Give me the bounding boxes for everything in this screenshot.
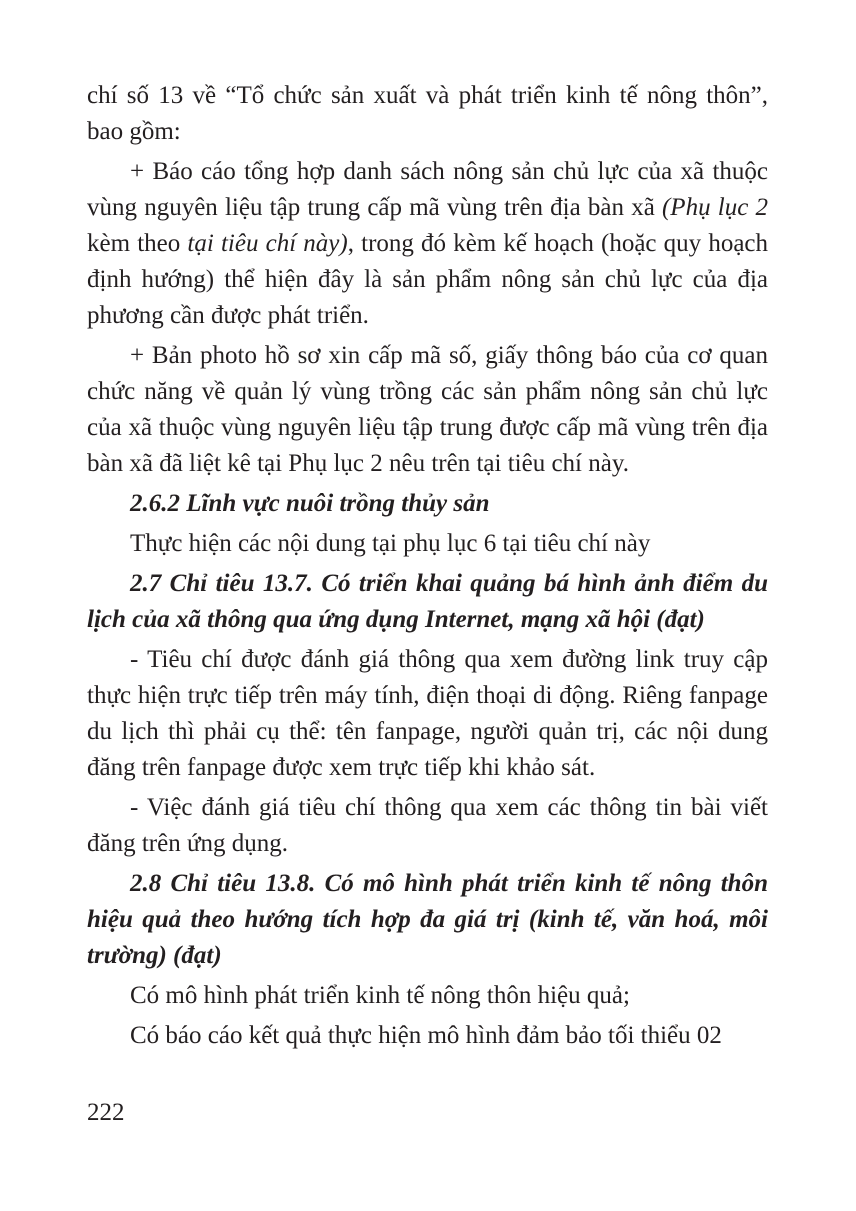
paragraph-report-list-text-b: kèm theo bbox=[87, 230, 188, 257]
heading-2-7: 2.7 Chỉ tiêu 13.7. Có triển khai quảng bá hình ảnh điểm du lịch của xã thông qua ứng dụng Internet, mạng xã hội (đạt) bbox=[87, 570, 768, 633]
heading-2-8: 2.8 Chỉ tiêu 13.8. Có mô hình phát triển kinh tế nông thôn hiệu quả theo hướng tích hợp đa giá trị (kinh tế, văn hoá, môi trường) (đạt) bbox=[87, 870, 768, 969]
paragraph-evaluation-link: - Tiêu chí được đánh giá thông qua xem đường link truy cập thực hiện trực tiếp trên máy tính, điện thoại di động. Riêng fanpage du lịch thì phải cụ thể: tên fanpage, người quản trị, các nội dung đăng trên fanpage được xem trực tiếp khi khảo sát. bbox=[87, 646, 768, 781]
criterion-reference: tại tiêu chí này) bbox=[187, 230, 348, 257]
paragraph-model-report: Có báo cáo kết quả thực hiện mô hình đảm bảo tối thiểu 02 bbox=[130, 1022, 722, 1049]
paragraph-model: Có mô hình phát triển kinh tế nông thôn hiệu quả; bbox=[130, 982, 630, 1009]
paragraph-evaluation-posts: - Việc đánh giá tiêu chí thông qua xem các thông tin bài viết đăng trên ứng dụng. bbox=[87, 794, 768, 857]
document-page bbox=[87, 78, 768, 1058]
paragraph-report-list-text-a: + Báo cáo tổng hợp danh sách nông sản chủ lực của xã thuộc vùng nguyên liệu tập trung cấp mã vùng trên địa bàn xã bbox=[87, 158, 768, 221]
paragraph-intro: chí số 13 về “Tổ chức sản xuất và phát triển kinh tế nông thôn”, bao gồm: bbox=[87, 82, 768, 145]
page-number: 222 bbox=[87, 1099, 125, 1126]
paragraph-report-list bbox=[87, 154, 768, 334]
heading-2-6-2: 2.6.2 Lĩnh vực nuôi trồng thủy sản bbox=[130, 490, 490, 517]
paragraph-report-list-text-c: , trong đó kèm kế hoạch (hoặc quy hoạch định hướng) thể hiện đây là sản phẩm nông sản chủ lực của địa phương cần được phát triển. bbox=[87, 230, 769, 329]
appendix-2-reference: (Phụ lục 2 bbox=[661, 194, 768, 221]
paragraph-aquaculture: Thực hiện các nội dung tại phụ lục 6 tại tiêu chí này bbox=[130, 530, 651, 557]
paragraph-photo-copy: + Bản photo hồ sơ xin cấp mã số, giấy thông báo của cơ quan chức năng về quản lý vùng trồng các sản phẩm nông sản chủ lực của xã thuộc vùng nguyên liệu tập trung được cấp mã vùng trên địa bàn xã đã liệt kê tại Phụ lục 2 nêu trên tại tiêu chí này. bbox=[87, 342, 768, 477]
